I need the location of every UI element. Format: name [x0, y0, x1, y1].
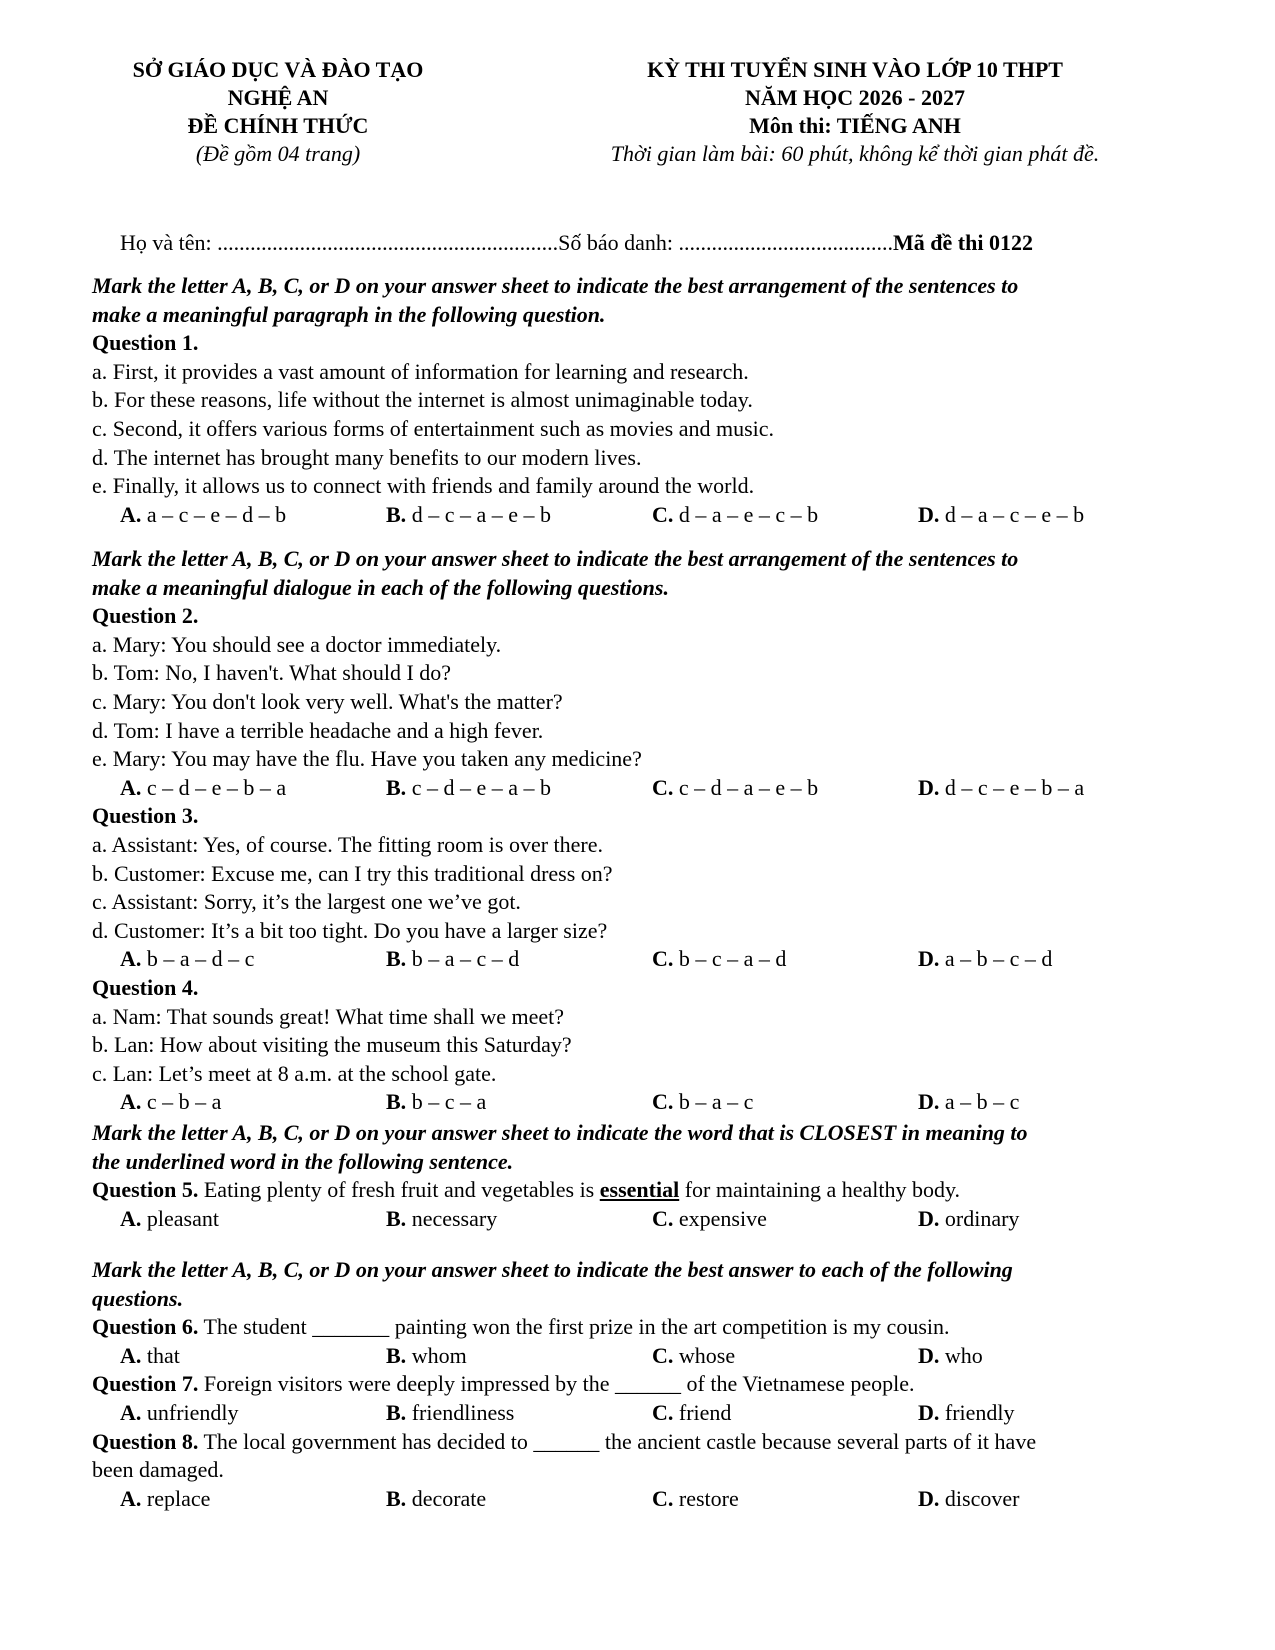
sbd-label: Số báo danh: — [558, 230, 679, 255]
option-text: c – d – e – b – a — [146, 774, 287, 800]
question-line — [92, 1313, 1187, 1342]
option-b — [386, 1399, 514, 1428]
subject-line: Môn thi: TIẾNG ANH — [749, 113, 961, 138]
sentence-item: b. For these reasons, life without the internet is almost unimaginable today. — [92, 387, 753, 413]
option-label: D. — [918, 501, 940, 527]
question-line-continued: been damaged. — [92, 1457, 224, 1483]
option-c — [652, 1205, 767, 1234]
option-a — [120, 1342, 180, 1371]
answer-options — [92, 1342, 1187, 1371]
dialogue-item: a. Nam: That sounds great! What time shall we meet? — [92, 1003, 565, 1029]
instruction-line: make a meaningful paragraph in the following question. — [92, 301, 606, 327]
option-label: B. — [386, 1342, 407, 1368]
option-label: D. — [918, 1342, 940, 1368]
option-d — [918, 1205, 1019, 1234]
option-text: whose — [678, 1342, 736, 1368]
option-text: a – c – e – d – b — [146, 501, 287, 527]
option-text: friendliness — [411, 1399, 515, 1425]
dialogue-item: a. Mary: You should see a doctor immediately. — [92, 631, 502, 657]
dialogue-item: c. Mary: You don't look very well. What's the matter? — [92, 688, 563, 714]
question-text: The student _______ painting won the first prize in the art competition is my cousin. — [198, 1314, 950, 1340]
option-text: unfriendly — [146, 1399, 239, 1425]
option-text: a – b – c – d — [944, 946, 1053, 972]
question-title: Question 2. — [92, 603, 199, 629]
name-label: Họ và tên: — [120, 230, 218, 255]
answer-options — [92, 1485, 1187, 1514]
question-text: Foreign visitors were deeply impressed by the ______ of the Vietnamese people. — [198, 1371, 915, 1397]
sentence-item: a. First, it provides a vast amount of information for learning and research. — [92, 358, 749, 384]
option-text: d – c – a – e – b — [411, 501, 551, 527]
province-name: NGHỆ AN — [227, 85, 329, 110]
option-b — [386, 945, 519, 974]
question-title: Question 7. — [92, 1371, 199, 1397]
option-d — [918, 1399, 1015, 1428]
option-text: expensive — [678, 1205, 767, 1231]
option-label: A. — [120, 501, 142, 527]
option-c — [652, 945, 786, 974]
instruction-line: questions. — [92, 1285, 184, 1311]
option-text: c – d – a – e – b — [678, 774, 819, 800]
instruction-line: Mark the letter A, B, C, or D on your answer sheet to indicate the best answer to each of the following — [92, 1257, 1013, 1282]
option-label: A. — [120, 1399, 142, 1425]
option-text: c – b – a — [146, 1089, 222, 1115]
option-label: B. — [386, 774, 407, 800]
option-label: B. — [386, 946, 407, 972]
option-text: b – a – d – c — [146, 946, 255, 972]
option-text: d – a – e – c – b — [678, 501, 819, 527]
dialogue-item: c. Assistant: Sorry, it’s the largest one we’ve got. — [92, 889, 521, 915]
option-label: A. — [120, 1089, 142, 1115]
option-label: D. — [918, 774, 940, 800]
question-title: Question 6. — [92, 1314, 199, 1340]
option-text: necessary — [411, 1205, 498, 1231]
option-label: C. — [652, 946, 674, 972]
option-label: B. — [386, 1485, 407, 1511]
header-right — [545, 56, 1165, 168]
option-text: b – a – c — [678, 1089, 754, 1115]
option-a — [120, 1399, 239, 1428]
option-c — [652, 774, 818, 803]
option-label: C. — [652, 774, 674, 800]
option-label: B. — [386, 1089, 407, 1115]
underlined-word: essential — [599, 1177, 680, 1203]
option-b — [386, 1485, 486, 1514]
option-a — [120, 501, 286, 530]
option-label: D. — [918, 946, 940, 972]
instruction-line: make a meaningful dialogue in each of the following questions. — [92, 574, 669, 600]
dialogue-item: c. Lan: Let’s meet at 8 a.m. at the school gate. — [92, 1060, 497, 1086]
section-dialogue-arrangement — [92, 545, 1187, 1117]
section-closest-meaning — [92, 1119, 1187, 1233]
instruction-line: Mark the letter A, B, C, or D on your answer sheet to indicate the word that is CLOSEST in meaning to — [92, 1120, 1028, 1145]
option-text: pleasant — [146, 1205, 219, 1231]
option-label: C. — [652, 1399, 674, 1425]
option-c — [652, 1342, 735, 1371]
official-label: ĐỀ CHÍNH THỨC — [187, 113, 369, 138]
option-a — [120, 1485, 210, 1514]
option-a — [120, 1205, 219, 1234]
instruction-line: the underlined word in the following sentence. — [92, 1148, 514, 1174]
option-text: ordinary — [944, 1205, 1020, 1231]
option-label: A. — [120, 1205, 142, 1231]
option-b — [386, 1342, 467, 1371]
option-b — [386, 1088, 486, 1117]
sbd-blank: ....................................... — [678, 230, 894, 255]
option-text: discover — [944, 1485, 1020, 1511]
option-b — [386, 1205, 497, 1234]
option-label: C. — [652, 1205, 674, 1231]
option-label: A. — [120, 774, 142, 800]
answer-options — [92, 945, 1187, 974]
option-label: D. — [918, 1485, 940, 1511]
option-a — [120, 945, 254, 974]
option-text: friend — [678, 1399, 732, 1425]
option-label: D. — [918, 1399, 940, 1425]
question-line — [92, 1370, 1187, 1399]
option-b — [386, 774, 551, 803]
option-label: C. — [652, 501, 674, 527]
option-d — [918, 1342, 983, 1371]
option-c — [652, 501, 818, 530]
option-text: friendly — [944, 1399, 1015, 1425]
page-count-note: (Đề gồm 04 trang) — [195, 141, 361, 166]
answer-options — [92, 1205, 1187, 1234]
name-blank: .............................................................. — [217, 230, 559, 255]
answer-options — [92, 501, 1187, 530]
option-text: decorate — [411, 1485, 487, 1511]
section-best-answer — [92, 1256, 1187, 1513]
option-text: replace — [146, 1485, 211, 1511]
section-paragraph-arrangement — [92, 272, 1187, 529]
option-text: who — [944, 1342, 983, 1368]
option-text: a – b – c — [944, 1089, 1020, 1115]
question-text: The local government has decided to ______ the ancient castle because several parts of it have — [198, 1428, 1037, 1454]
option-d — [918, 945, 1052, 974]
sentence-item: c. Second, it offers various forms of entertainment such as movies and music. — [92, 415, 775, 441]
option-label: C. — [652, 1485, 674, 1511]
dialogue-item: b. Tom: No, I haven't. What should I do? — [92, 660, 452, 686]
dialogue-item: d. Customer: It’s a bit too tight. Do you have a larger size? — [92, 917, 608, 943]
option-label: A. — [120, 1485, 142, 1511]
question-title: Question 1. — [92, 330, 199, 356]
question-title: Question 5. — [92, 1177, 199, 1203]
sentence-item: e. Finally, it allows us to connect with friends and family around the world. — [92, 473, 755, 499]
option-a — [120, 774, 286, 803]
option-text: whom — [411, 1342, 467, 1368]
option-label: A. — [120, 1342, 142, 1368]
option-label: C. — [652, 1089, 674, 1115]
option-label: B. — [386, 1205, 407, 1231]
candidate-info-line — [120, 229, 1170, 257]
option-c — [652, 1485, 739, 1514]
answer-options — [92, 774, 1187, 803]
option-b — [386, 501, 551, 530]
dialogue-item: d. Tom: I have a terrible headache and a high fever. — [92, 717, 544, 743]
dialogue-item: b. Lan: How about visiting the museum this Saturday? — [92, 1032, 572, 1058]
option-label: D. — [918, 1089, 940, 1115]
question-title: Question 4. — [92, 974, 199, 1000]
question-line — [92, 1176, 1187, 1205]
sentence-item: d. The internet has brought many benefits to our modern lives. — [92, 444, 642, 470]
option-text: b – c – a – d — [678, 946, 787, 972]
option-text: d – a – c – e – b — [944, 501, 1085, 527]
instruction-line: Mark the letter A, B, C, or D on your answer sheet to indicate the best arrangement of the sentences to — [92, 273, 1019, 298]
option-label: D. — [918, 1205, 940, 1231]
dialogue-item: e. Mary: You may have the flu. Have you taken any medicine? — [92, 746, 642, 772]
option-c — [652, 1399, 731, 1428]
option-label: C. — [652, 1342, 674, 1368]
option-text: c – d – e – a – b — [411, 774, 551, 800]
dialogue-item: b. Customer: Excuse me, can I try this traditional dress on? — [92, 860, 613, 886]
instruction-line: Mark the letter A, B, C, or D on your answer sheet to indicate the best arrangement of the sentences to — [92, 546, 1019, 571]
option-text: b – a – c – d — [411, 946, 520, 972]
answer-options — [92, 1088, 1187, 1117]
dialogue-item: a. Assistant: Yes, of course. The fitting room is over there. — [92, 831, 604, 857]
question-text-after: for maintaining a healthy body. — [679, 1177, 961, 1203]
exam-code: Mã đề thi 0122 — [893, 230, 1033, 255]
option-text: d – c – e – b – a — [944, 774, 1085, 800]
option-label: A. — [120, 946, 142, 972]
header-left — [88, 56, 468, 168]
department-name: SỞ GIÁO DỤC VÀ ĐÀO TẠO — [132, 57, 424, 82]
time-note: Thời gian làm bài: 60 phút, không kể thời gian phát đề. — [610, 141, 1100, 166]
question-line — [92, 1428, 1187, 1457]
answer-options — [92, 1399, 1187, 1428]
option-label: B. — [386, 1399, 407, 1425]
option-d — [918, 501, 1084, 530]
option-d — [918, 1088, 1019, 1117]
question-title: Question 8. — [92, 1428, 199, 1454]
question-title: Question 3. — [92, 803, 199, 829]
option-a — [120, 1088, 221, 1117]
option-text: restore — [678, 1485, 739, 1511]
option-label: B. — [386, 501, 407, 527]
option-d — [918, 774, 1084, 803]
option-d — [918, 1485, 1019, 1514]
option-text: b – c – a — [411, 1089, 487, 1115]
question-text-before: Eating plenty of fresh fruit and vegetables is — [198, 1177, 600, 1203]
exam-title: KỲ THI TUYỂN SINH VÀO LỚP 10 THPT — [647, 57, 1063, 82]
option-text: that — [146, 1342, 180, 1368]
school-year: NĂM HỌC 2026 - 2027 — [745, 85, 965, 110]
option-c — [652, 1088, 753, 1117]
